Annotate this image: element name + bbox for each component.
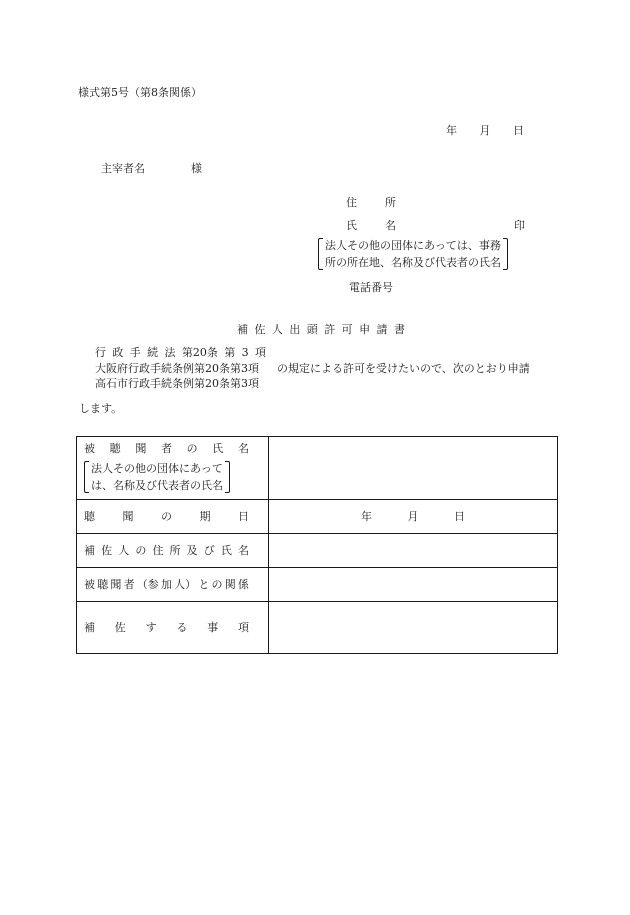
hearing-date-month: 月 [407, 509, 419, 523]
date-day: 日 [513, 124, 524, 137]
label-char: 関 [224, 577, 236, 591]
label-char: 名 [237, 543, 249, 557]
table-row [77, 602, 558, 654]
table-label [77, 437, 269, 500]
label-char: 聴 [97, 577, 109, 591]
address-char-2: 所 [385, 196, 396, 209]
label-char: 補 [84, 620, 95, 634]
label-char: 所 [169, 543, 181, 557]
label-char: 人 [118, 543, 130, 557]
title-char: 申 [359, 323, 371, 336]
date-year: 年 [446, 124, 457, 137]
table-row [77, 437, 558, 500]
table-label-text [84, 442, 249, 456]
law-1-part: 第 [224, 346, 236, 359]
law-reference-3: 高石市行政手続条例第20条第3項 [95, 377, 259, 390]
date-month: 月 [479, 124, 491, 137]
label-char: 補 [84, 543, 95, 557]
table-note-line-1: 法人その他の団体にあって [91, 461, 223, 475]
body-text-end: します。 [79, 402, 123, 415]
corporation-note-line-1: 法人その他の団体にあっては、事務 [325, 239, 501, 252]
body-text: の規定による許可を受けたいので、次のとおり申請 [277, 362, 530, 375]
label-char: の [186, 442, 198, 456]
table-label-text [84, 578, 249, 592]
address-char-1: 住 [346, 196, 357, 209]
label-char: 聞 [135, 442, 147, 456]
table-label-text [84, 544, 249, 558]
form-number: 様式第5号（第8条関係） [78, 86, 202, 99]
law-1-part: 法 [164, 346, 176, 359]
table-note-line-2: は、名称及び代表者の氏名 [91, 478, 223, 492]
title-char: 補 [237, 323, 248, 336]
phone-label: 電話番号 [349, 281, 393, 294]
document-title [237, 323, 405, 337]
hearing-date-year: 年 [361, 509, 372, 523]
law-1-part: 政 [112, 346, 124, 359]
title-char: 人 [271, 323, 283, 336]
label-char: 者 [123, 577, 135, 591]
label-char: 聴 [109, 442, 121, 456]
label-char: の [135, 543, 147, 557]
table-label [77, 602, 269, 654]
table-label [77, 568, 269, 602]
label-char: の [161, 509, 172, 523]
label-char: （参 [136, 577, 159, 591]
law-1-part: 第20条 [181, 346, 218, 359]
applicant-address-label [346, 196, 396, 210]
law-1-part: 行 [95, 346, 106, 359]
assistance-matters-cell[interactable] [269, 602, 558, 654]
applicant-name-label [346, 219, 396, 233]
table-label-text [84, 621, 249, 635]
label-char: 被 [84, 442, 95, 456]
label-char: 住 [152, 543, 164, 557]
title-char: 佐 [254, 323, 266, 336]
addressee-honorific: 様 [191, 162, 202, 175]
law-1-part: 続 [147, 346, 159, 359]
table-label-text [84, 510, 249, 524]
application-table [76, 436, 558, 654]
label-char: 項 [237, 620, 249, 634]
label-char: 聴 [84, 509, 95, 523]
label-char: 人） [174, 577, 197, 591]
law-1-part: 3 [241, 346, 249, 359]
table-label-note [84, 460, 262, 494]
label-char: 佐 [114, 620, 126, 634]
law-1-part: 項 [255, 346, 266, 359]
title-char: 頭 [306, 323, 318, 336]
label-char: 氏 [212, 442, 224, 456]
hearing-date-day: 日 [454, 509, 465, 523]
law-1-part: 手 [129, 346, 141, 359]
name-char-2: 名 [385, 219, 396, 232]
table-label [77, 534, 269, 568]
label-char: 氏 [220, 543, 232, 557]
table-row [77, 500, 558, 534]
seal-mark: 印 [514, 219, 525, 232]
label-char: 名 [237, 442, 249, 456]
hearing-date-cell[interactable] [269, 500, 558, 534]
label-char: 期 [199, 509, 211, 523]
label-char: 聞 [122, 509, 134, 523]
corporation-note [318, 237, 508, 271]
table-label [77, 500, 269, 534]
title-char: 請 [376, 323, 388, 336]
hearing-target-name-cell[interactable] [269, 437, 558, 500]
label-char: 日 [238, 509, 249, 523]
law-reference-1 [95, 346, 266, 360]
label-char: 係 [237, 577, 249, 591]
submission-date [446, 124, 524, 138]
label-char: の [211, 577, 223, 591]
law-reference-2: 大阪府行政手続条例第20条第3項 [95, 362, 259, 375]
table-row [77, 568, 558, 602]
label-char: び [203, 543, 215, 557]
label-char: 加 [160, 577, 172, 591]
title-char: 書 [393, 323, 405, 336]
label-char: 被 [84, 577, 95, 591]
label-char: 聞 [110, 577, 122, 591]
label-char: 事 [207, 620, 219, 634]
label-char: 及 [186, 543, 198, 557]
table-row [77, 534, 558, 568]
label-char: る [176, 620, 188, 634]
corporation-note-line-2: 所の所在地、名称及び代表者の氏名 [325, 256, 501, 269]
label-char: 佐 [101, 543, 113, 557]
label-char: す [145, 620, 157, 634]
addressee [101, 162, 202, 176]
relationship-cell[interactable] [269, 568, 558, 602]
addressee-name: 主宰者名 [101, 162, 145, 175]
title-char: 可 [341, 323, 353, 336]
label-char: 者 [160, 442, 172, 456]
assistant-address-name-cell[interactable] [269, 534, 558, 568]
label-char: と [198, 577, 210, 591]
title-char: 出 [289, 323, 301, 336]
name-char-1: 氏 [346, 219, 357, 232]
hearing-date [361, 510, 465, 524]
title-char: 許 [324, 323, 336, 336]
